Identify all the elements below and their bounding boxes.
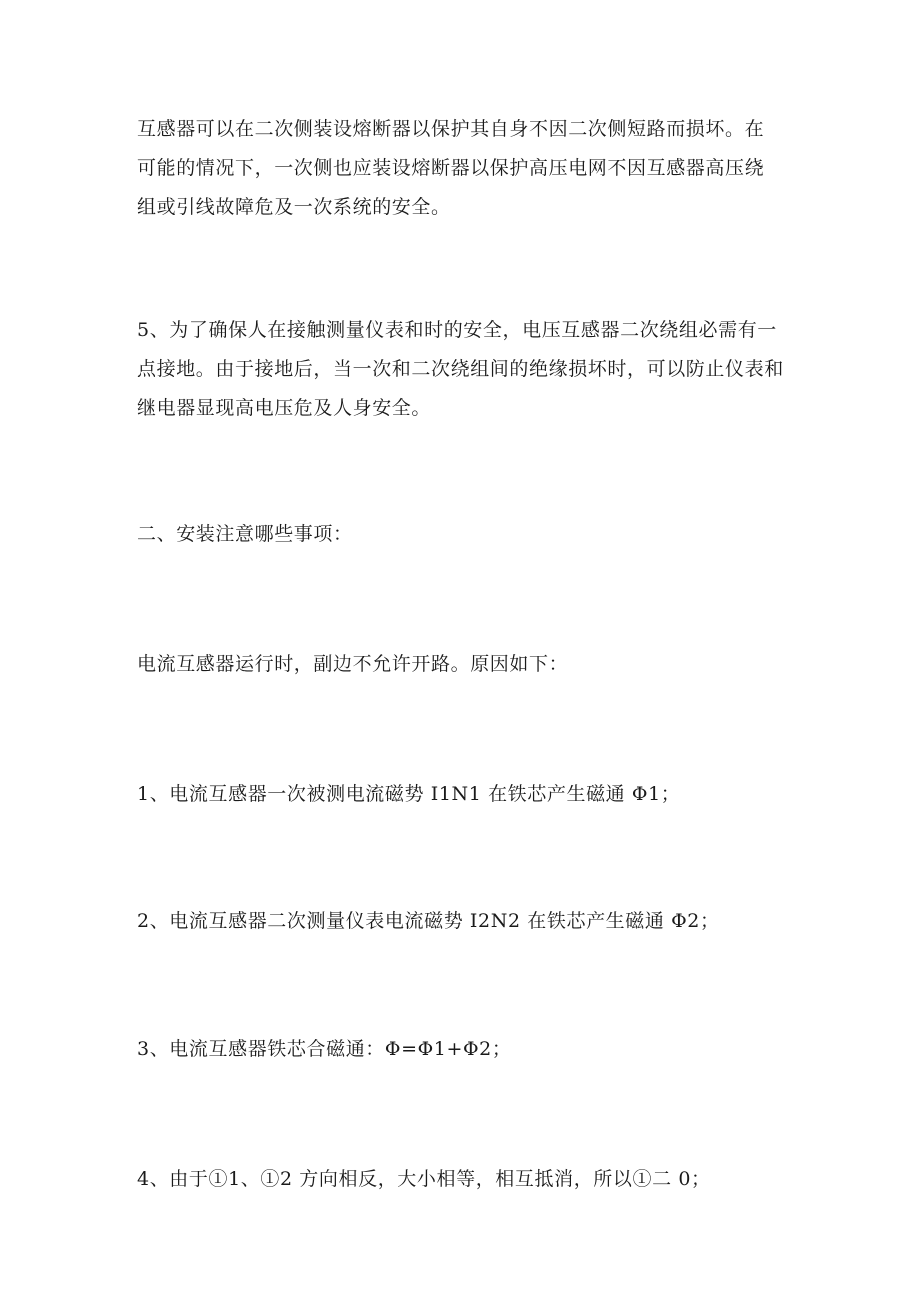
text-line: 3、电流互感器铁芯合磁通：Φ=Φ1+Φ2；	[137, 1038, 512, 1060]
text-line: 5、为了确保人在接触测量仪表和时的安全，电压互感器二次绕组必需有一	[137, 319, 777, 341]
section-heading-installation-notes	[137, 515, 792, 554]
list-item-1	[137, 775, 792, 814]
paragraph-item-5-grounding	[137, 311, 792, 428]
list-item-2	[137, 902, 792, 941]
text-line: 2、电流互感器二次测量仪表电流磁势 I2N2 在铁芯产生磁通 Φ2；	[137, 910, 720, 932]
text-line: 继电器显现高电压危及人身安全。	[137, 397, 432, 419]
paragraph-current-transformer-intro	[137, 645, 792, 684]
text-line: 电流互感器运行时，副边不允许开路。原因如下：	[137, 653, 569, 675]
text-line: 1、电流互感器一次被测电流磁势 I1N1 在铁芯产生磁通 Φ1；	[137, 783, 681, 805]
text-line: 可能的情况下，一次侧也应装设熔断器以保护高压电网不因互感器高压绕	[137, 157, 765, 179]
text-line: 组或引线故障危及一次系统的安全。	[137, 196, 451, 218]
text-line: 互感器可以在二次侧装设熔断器以保护其自身不因二次侧短路而损坏。在	[137, 118, 765, 140]
text-line: 二、安装注意哪些事项：	[137, 523, 353, 545]
list-item-4	[137, 1160, 792, 1199]
text-line: 4、由于①1、①2 方向相反，大小相等，相互抵消，所以①二 0；	[137, 1168, 711, 1190]
text-line: 点接地。由于接地后，当一次和二次绕组间的绝缘损坏时，可以防止仪表和	[137, 358, 784, 380]
list-item-3	[137, 1030, 792, 1069]
paragraph-fuse-protection	[137, 110, 792, 227]
